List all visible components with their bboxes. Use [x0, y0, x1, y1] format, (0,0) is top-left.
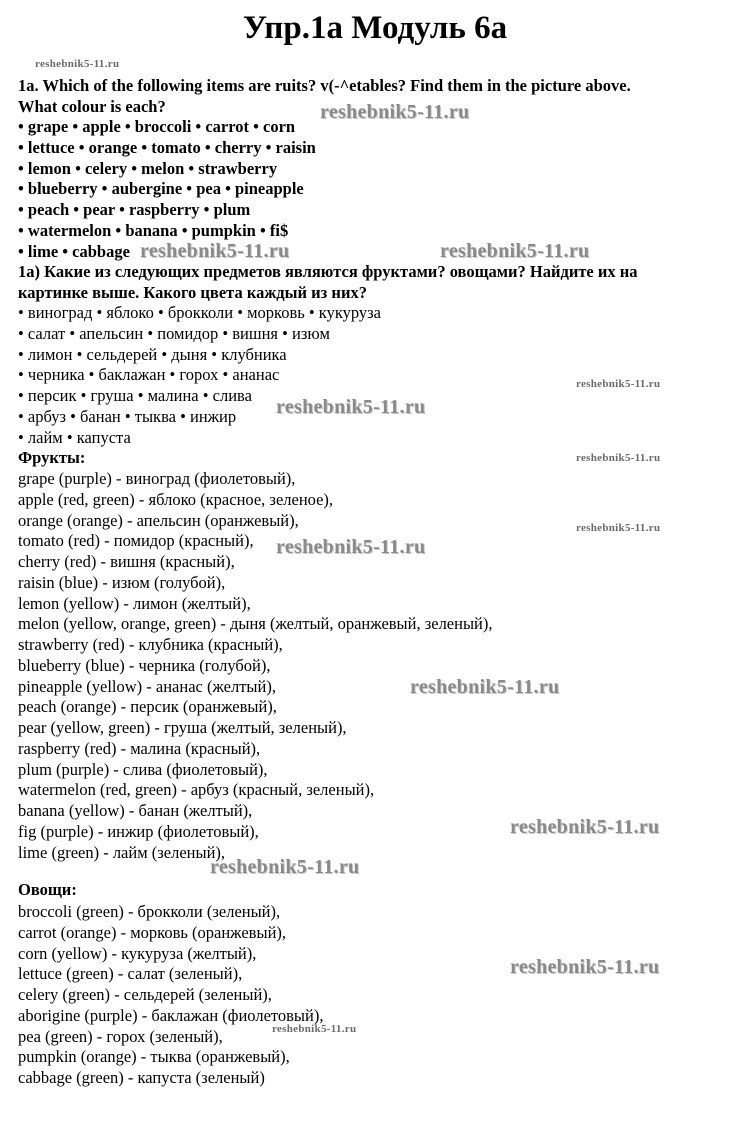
english-item-line: • peach • pear • raspberry • plum [18, 200, 251, 219]
russian-item-line: • черника • баклажан • горох • ананас [18, 365, 280, 385]
fruit-line: banana (yellow) - банан (желтый), [18, 801, 253, 820]
vegetable-line: corn (yellow) - кукуруза (желтый), [18, 943, 257, 963]
watermark: reshebnik5-11.ru [140, 240, 290, 262]
vegetable-line: cabbage (green) - капуста (зеленый) [18, 1068, 265, 1087]
fruit-line: lime (green) - лайм (зеленый), [18, 842, 226, 862]
russian-item-line: • лимон • сельдерей • дыня • клубника [18, 344, 287, 364]
russian-item-line: • лайм • капуста [18, 427, 131, 447]
watermark: reshebnik5-11.ru [272, 1023, 357, 1035]
russian-item-line: • виноград • яблоко • брокколи • морковь • кукуруза [18, 303, 381, 322]
watermark: reshebnik5-11.ru [276, 536, 426, 558]
fruit-line: watermelon (red, green) - арбуз (красный, зеленый), [18, 780, 375, 800]
fruit-line: pineapple (yellow) - ананас (желтый), [18, 676, 276, 696]
fruit-line: fig (purple) - инжир (фиолетовый), [18, 821, 259, 841]
fruit-line: blueberry (blue) - черника (голубой), [18, 655, 271, 675]
english-item-line: • blueberry • aubergine • pea • pineapple [18, 179, 304, 199]
english-item-line: • grape • apple • broccoli • carrot • corn [18, 117, 296, 136]
english-question-line: What colour is each? [18, 96, 166, 116]
english-question-line: 1a. Which of the following items are ruits? v(-^etables? Find them in the picture above. [18, 76, 631, 95]
vegetable-line: celery (green) - сельдерей (зеленый), [18, 985, 272, 1004]
fruit-line: grape (purple) - виноград (фиолетовый), [18, 469, 296, 488]
page-title: Упр.1а Модуль 6а [242, 10, 508, 46]
watermark: reshebnik5-11.ru [410, 676, 560, 698]
fruit-line: cherry (red) - вишня (красный), [18, 552, 235, 571]
fruit-line: tomato (red) - помидор (красный), [18, 531, 254, 551]
fruit-line: peach (orange) - персик (оранжевый), [18, 697, 277, 717]
fruit-line: melon (yellow, orange, green) - дыня (желтый, оранжевый, зеленый), [18, 614, 493, 634]
english-item-line: • watermelon • banana • pumpkin • fi$ [18, 220, 289, 240]
watermark: reshebnik5-11.ru [510, 816, 660, 838]
english-item-line: • lettuce • orange • tomato • cherry • raisin [18, 137, 316, 157]
vegetable-line: broccoli (green) - брокколи (зеленый), [18, 902, 281, 921]
watermark: reshebnik5-11.ru [210, 856, 360, 878]
russian-question-line: 1а) Какие из следующих предметов являются фруктами? овощами? Найдите их на [18, 262, 638, 281]
watermark: reshebnik5-11.ru [440, 240, 590, 262]
fruit-line: apple (red, green) - яблоко (красное, зеленое), [18, 489, 334, 509]
english-item-line: • lemon • celery • melon • strawberry [18, 158, 278, 178]
vegetable-line: aborigine (purple) - баклажан (фиолетовый), [18, 1005, 324, 1025]
vegetable-line: pumpkin (orange) - тыква (оранжевый), [18, 1047, 290, 1067]
watermark: reshebnik5-11.ru [576, 452, 661, 464]
fruit-line: orange (orange) - апельсин (оранжевый), [18, 510, 299, 530]
russian-item-line: • салат • апельсин • помидор • вишня • изюм [18, 323, 330, 343]
fruit-line: plum (purple) - слива (фиолетовый), [18, 759, 268, 779]
fruit-line: pear (yellow, green) - груша (желтый, зеленый), [18, 718, 347, 737]
watermark: reshebnik5-11.ru [576, 378, 661, 390]
watermark: reshebnik5-11.ru [320, 101, 470, 123]
watermark: reshebnik5-11.ru [510, 956, 660, 978]
english-item-line: • lime • cabbage [18, 241, 130, 261]
watermark: reshebnik5-11.ru [35, 58, 120, 70]
russian-question-line: картинке выше. Какого цвета каждый из них? [18, 282, 367, 302]
vegetable-line: lettuce (green) - салат (зеленый), [18, 964, 243, 984]
fruit-line: raspberry (red) - малина (красный), [18, 738, 261, 758]
vegetable-line: pea (green) - горох (зеленый), [18, 1026, 223, 1046]
watermark: reshebnik5-11.ru [576, 522, 661, 534]
russian-item-line: • персик • груша • малина • слива [18, 386, 252, 405]
fruits-heading: Фрукты: [18, 448, 86, 467]
watermark: reshebnik5-11.ru [276, 396, 426, 418]
russian-item-line: • арбуз • банан • тыква • инжир [18, 406, 237, 426]
vegetable-line: carrot (orange) - морковь (оранжевый), [18, 922, 287, 942]
fruit-line: strawberry (red) - клубника (красный), [18, 635, 283, 654]
fruit-line: lemon (yellow) - лимон (желтый), [18, 593, 251, 613]
vegetables-heading: Овощи: [18, 880, 77, 899]
fruit-line: raisin (blue) - изюм (голубой), [18, 572, 226, 592]
